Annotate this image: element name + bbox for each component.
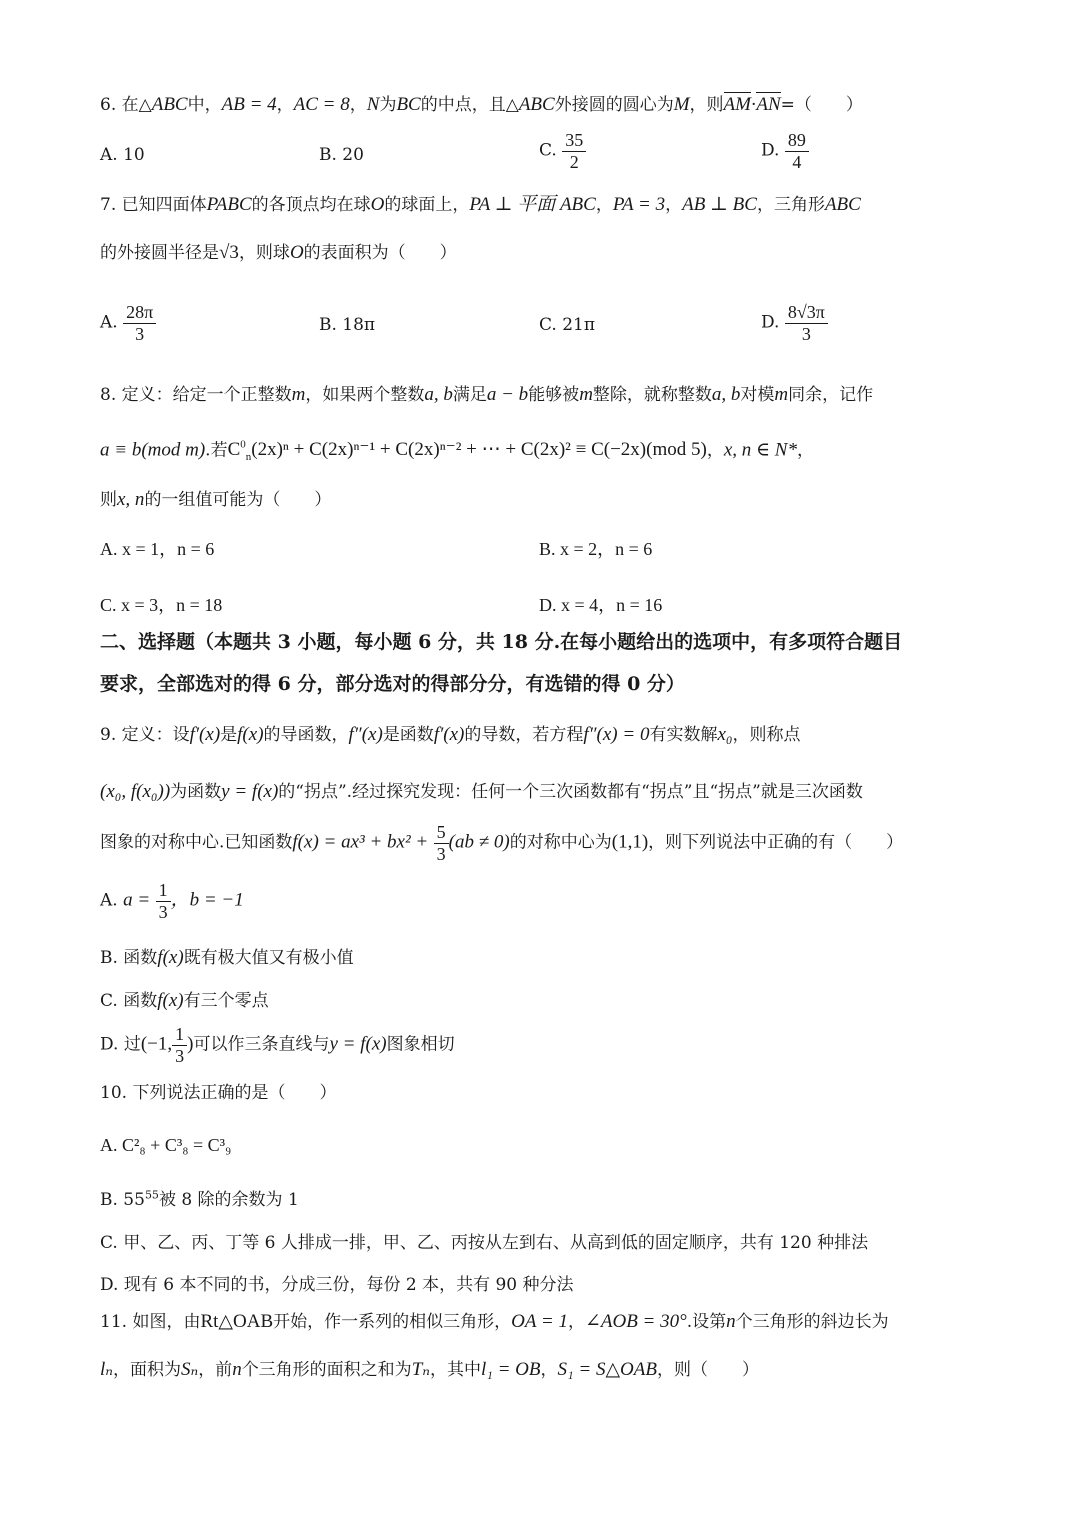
q6-option-c-fraction — [562, 130, 586, 172]
q9-option-d-fn: y = f(x) — [329, 1033, 387, 1055]
q9-equation: f″(x) = 0 — [583, 724, 650, 745]
q6-text-2: 中， — [187, 95, 222, 115]
q8-text-3: 满足 — [452, 385, 487, 405]
q6-option-d — [761, 130, 809, 172]
q7-answer-blank: 的表面积为（ ） — [303, 243, 457, 263]
q11-oa: OA = 1 — [511, 1311, 568, 1332]
q10-option-b-base: B. 55 — [100, 1190, 145, 1210]
q11-text-5: 个三角形的斜边长为 — [735, 1312, 889, 1332]
q9-text-11: 的对称中心为 — [509, 832, 612, 853]
q9-text-4: 是函数 — [382, 725, 434, 745]
q8-formula-rest: (2x)ⁿ + C(2x)ⁿ⁻¹ + C(2x)ⁿ⁻² + ⋯ + C(2x)² ≡ C(−2x)(mod 5) — [251, 439, 707, 461]
q6-option-c-label: C. — [539, 140, 557, 161]
q9-option-c-fn: f(x) — [157, 990, 184, 1011]
q7-pa-3: PA = 3 — [612, 194, 666, 215]
q6-text-4: 为 — [379, 95, 397, 115]
q8-option-c: C. x = 3，n = 18 — [100, 595, 223, 615]
q9-text-3: 的导函数， — [263, 725, 349, 745]
q9-option-a-b: ，b = −1 — [170, 889, 244, 911]
q8-text-7: 同余，记作 — [788, 385, 874, 405]
q7-pabc: PABC — [206, 194, 252, 215]
q8-line-3 — [100, 490, 331, 509]
q10-option-a: A. C²₈ + C³₈ = C³₉ — [100, 1135, 232, 1155]
q11-angle: ∠AOB = 30° — [584, 1311, 687, 1332]
q7-option-d-fraction — [785, 302, 828, 344]
q8-line-1 — [100, 385, 873, 404]
q9-f: f(x) — [237, 724, 264, 745]
q11-line-2 — [100, 1360, 759, 1379]
q7-option-c: C. 21π — [539, 315, 596, 335]
q6-text-6: 外接圆的圆心为 — [554, 95, 674, 115]
q9-d-num: 1 — [172, 1024, 187, 1046]
q9-option-a-fraction — [156, 880, 171, 922]
q8-text-11: 则 — [100, 490, 117, 510]
q8-xn-domain: x, n ∈ N* — [723, 439, 797, 461]
q7-option-d — [761, 302, 828, 344]
q6-ab: AB = 4 — [221, 94, 277, 115]
q10-option-b-exp: 55 — [144, 1188, 159, 1202]
q11-text-4: .设第 — [686, 1312, 727, 1332]
q8-text-5: 整除，就称整数 — [592, 385, 712, 405]
q11-tn: Tₙ — [411, 1359, 430, 1380]
q9-line-1 — [100, 725, 801, 744]
q9-center: (1,1) — [611, 831, 649, 853]
section-2-header-line-1: 二、选择题（本题共 3 小题，每小题 6 分，共 18 分.在每小题给出的选项中，有多项符合题目 — [100, 631, 903, 653]
q7-d-den: 3 — [801, 323, 811, 344]
q11-text-10: ， — [540, 1360, 558, 1380]
q9-option-d-text-2: 可以作三条直线与 — [193, 1034, 330, 1055]
q8-ab-2: a, b — [711, 384, 741, 405]
q11-text-6: ，面积为 — [112, 1360, 181, 1380]
q9-option-d-text: D. 过 — [100, 1034, 141, 1055]
q10-option-b-text: 被 8 除的余数为 1 — [158, 1190, 299, 1210]
q6-answer-blank: =（ ） — [780, 95, 863, 115]
q9-f-double-prime: f″(x) — [348, 724, 383, 745]
q8-text-9: ， — [706, 440, 724, 461]
q6-vec-am: AM — [723, 94, 751, 115]
q8-m: m — [291, 384, 306, 405]
q8-text-1: 8. 定义：给定一个正整数 — [100, 385, 292, 405]
q9-option-c — [100, 986, 269, 1012]
q7-text-4: ，三角形 — [756, 195, 825, 215]
q11-text-1: 11. 如图，由 — [100, 1312, 201, 1332]
q8-text-6: 对模 — [740, 385, 775, 405]
q11-n: n — [726, 1311, 736, 1332]
q7-o: O — [370, 194, 385, 215]
q7-option-a — [100, 302, 156, 344]
q8-text-4: 能够被 — [528, 385, 580, 405]
q7-a-num: 28π — [123, 302, 156, 324]
q11-s1: S₁ = S△OAB — [557, 1359, 657, 1380]
q7-text-5: 的外接圆半径是 — [100, 243, 219, 263]
q9-text-8: 为函数 — [170, 782, 222, 802]
q9-option-b — [100, 943, 354, 969]
q9-function: y = f(x) — [221, 781, 279, 802]
q9-d-den: 3 — [175, 1045, 185, 1066]
q8-option-a: A. x = 1，n = 6 — [100, 539, 215, 559]
q6-option-d-fraction — [785, 130, 809, 172]
q9-text-5: 的导数，若方程 — [464, 725, 584, 745]
q7-abc: ABC — [824, 194, 861, 215]
q11-sn: Sₙ — [180, 1359, 199, 1380]
q8-text-8: .若 — [205, 440, 228, 461]
q10-stem: 10. 下列说法正确的是（ ） — [100, 1083, 337, 1103]
q9-a-den: 3 — [158, 901, 168, 922]
q9-text-9: 的“拐点”.经过探究发现：任何一个三次函数都有“拐点”且“拐点”就是三次函数 — [278, 782, 863, 802]
q10-option-c: C. 甲、乙、丙、丁等 6 人排成一排，甲、乙、丙按从左到右、从高到低的固定顺序，共有 120 种排法 — [100, 1233, 869, 1253]
q8-m-2: m — [579, 384, 593, 405]
q8-text-10: ， — [796, 440, 814, 461]
q9-f-prime-2: f′(x) — [433, 724, 465, 745]
q9-option-a — [100, 880, 244, 922]
q11-text-9: ，其中 — [429, 1360, 481, 1380]
q7-option-a-fraction — [123, 302, 156, 344]
q6-c-num: 35 — [562, 130, 586, 152]
q9-option-d — [100, 1024, 455, 1066]
q9-text-6: 有实数解 — [649, 725, 718, 745]
q7-text-3: 的球面上， — [384, 195, 470, 215]
q8-a-minus-b: a − b — [486, 384, 529, 405]
q6-text-5: 的中点，且△ — [420, 95, 519, 115]
q9-line-2 — [100, 782, 863, 801]
q8-m-3: m — [774, 384, 789, 405]
q8-answer-blank: 的一组值可能为（ ） — [144, 490, 332, 510]
q8-binomial-formula: $C^0_n(2x)^n + C(2x)^{n-1} + C(2x)^{n-2}$ + ⋯ + C(2x)² ≡ C(−2x)(mod 5) — [227, 439, 707, 464]
q7-text-1: 7. 已知四面体 — [100, 195, 207, 215]
q9-a-num: 1 — [156, 880, 171, 902]
q7-d-num: 8√3π — [785, 302, 828, 324]
section-2-header-line-2: 要求，全部选对的得 6 分，部分选对的得部分分，有选错的得 0 分） — [100, 673, 685, 695]
q8-option-b: B. x = 2，n = 6 — [539, 539, 653, 559]
q9-option-d-point-1: (−1, — [140, 1033, 173, 1055]
q6-text-7: ，则 — [689, 95, 724, 115]
q6-m: M — [673, 94, 690, 115]
q9-option-c-text: C. 函数 — [100, 991, 158, 1011]
q6-bc: BC — [396, 94, 421, 115]
q9-text-7: ，则称点 — [732, 725, 801, 745]
q9-frac-num: 5 — [434, 822, 449, 844]
q9-option-d-point-2: ) — [187, 1033, 194, 1055]
q11-text-7: ，前 — [198, 1360, 233, 1380]
q6-stem: 6. 在△ABC中，AB = 4，AC = 8，N为BC的中点，且△ABC外接圆的圆心为M，则AM·AN=（ ） — [100, 94, 863, 115]
q9-text-10: 图象的对称中心.已知函数 — [100, 832, 293, 853]
q8-xn: x, n — [117, 489, 145, 510]
q7-text-6: ，则球 — [238, 243, 290, 263]
q6-abc-2: ABC — [518, 94, 555, 115]
q9-option-a-label: A. — [100, 890, 118, 911]
q8-ab: a, b — [424, 384, 453, 405]
q6-option-d-label: D. — [761, 140, 780, 161]
q6-vec-an: AN — [756, 94, 781, 115]
q6-option-c — [539, 130, 586, 172]
q9-option-b-fn: f(x) — [157, 947, 184, 968]
q9-condition: (ab ≠ 0) — [448, 831, 510, 853]
q9-text-1: 9. 定义：设 — [100, 725, 190, 745]
q9-option-a-var: a = — [123, 889, 151, 911]
q7-ab-perp: AB ⊥ BC — [682, 194, 757, 215]
q7-option-a-label: A. — [100, 312, 118, 333]
q9-frac-den: 3 — [436, 843, 446, 864]
q6-option-a: A. 10 — [100, 145, 145, 165]
q6-option-b: B. 20 — [319, 145, 364, 165]
q6-abc: ABC — [151, 94, 188, 115]
q9-option-d-fraction — [172, 1024, 187, 1066]
q7-o-2: O — [289, 242, 304, 263]
q11-n-2: n — [232, 1359, 242, 1380]
q9-f-prime: f′(x) — [189, 724, 221, 745]
q7-line-1: 7. 已知四面体PABC的各顶点均在球O的球面上，PA ⊥ 平面 ABC，PA = 3，AB ⊥ BC，三角形ABC — [100, 194, 861, 215]
q9-line-3 — [100, 822, 903, 864]
q11-text-3: ， — [567, 1312, 585, 1332]
q9-option-c-text-2: 有三个零点 — [183, 991, 269, 1011]
q8-option-d: D. x = 4，n = 16 — [539, 595, 663, 615]
q11-ln: lₙ — [100, 1359, 113, 1380]
q9-text-2: 是 — [220, 725, 238, 745]
q9-option-d-text-3: 图象相切 — [386, 1034, 455, 1055]
q6-d-den: 4 — [792, 151, 802, 172]
q6-text-1: 在△ — [121, 95, 152, 115]
q6-d-num: 89 — [785, 130, 809, 152]
q11-l1: l₁ = OB — [480, 1359, 541, 1380]
q9-option-b-text-2: 既有极大值又有极小值 — [183, 948, 354, 968]
q11-text-2: 开始，作一系列的相似三角形， — [273, 1312, 512, 1332]
q8-formula-c: C — [227, 439, 241, 461]
q8-text-2: ，如果两个整数 — [305, 385, 425, 405]
q8-congruence: a ≡ b(mod m) — [100, 439, 206, 461]
q7-pa-perp: PA ⊥ 平面 ABC — [469, 194, 596, 215]
q9-fraction — [434, 822, 449, 864]
q9-x0: x₀ — [717, 724, 733, 745]
q11-answer-blank: ，则（ ） — [657, 1360, 759, 1380]
q11-text-8: 个三角形的面积之和为 — [241, 1360, 412, 1380]
q6-number: 6. — [100, 95, 117, 115]
q6-ac: AC = 8 — [293, 94, 350, 115]
q7-option-b: B. 18π — [319, 315, 376, 335]
q7-text-2: 的各顶点均在球 — [251, 195, 371, 215]
q6-c-den: 2 — [569, 151, 579, 172]
q10-option-b — [100, 1185, 299, 1210]
q10-option-d: D. 现有 6 本不同的书，分成三份，每份 2 本，共有 90 种分法 — [100, 1275, 574, 1295]
q9-answer-blank: ，则下列说法中正确的有（ ） — [648, 832, 904, 853]
q6-n: N — [366, 94, 380, 115]
q9-inflection-point: (x₀, f(x₀)) — [100, 781, 171, 802]
q8-line-2 — [100, 440, 814, 463]
q7-option-d-label: D. — [761, 312, 780, 333]
q11-line-1 — [100, 1312, 889, 1331]
q7-line-2 — [100, 243, 457, 262]
q9-cubic: f(x) = ax³ + bx² + — [292, 831, 429, 853]
q7-a-den: 3 — [135, 323, 145, 344]
q7-sqrt3: √3 — [219, 242, 239, 263]
q6-text-3: ， — [349, 95, 367, 115]
q11-rt-triangle: Rt△OAB — [200, 1311, 274, 1332]
q9-option-b-text: B. 函数 — [100, 948, 158, 968]
